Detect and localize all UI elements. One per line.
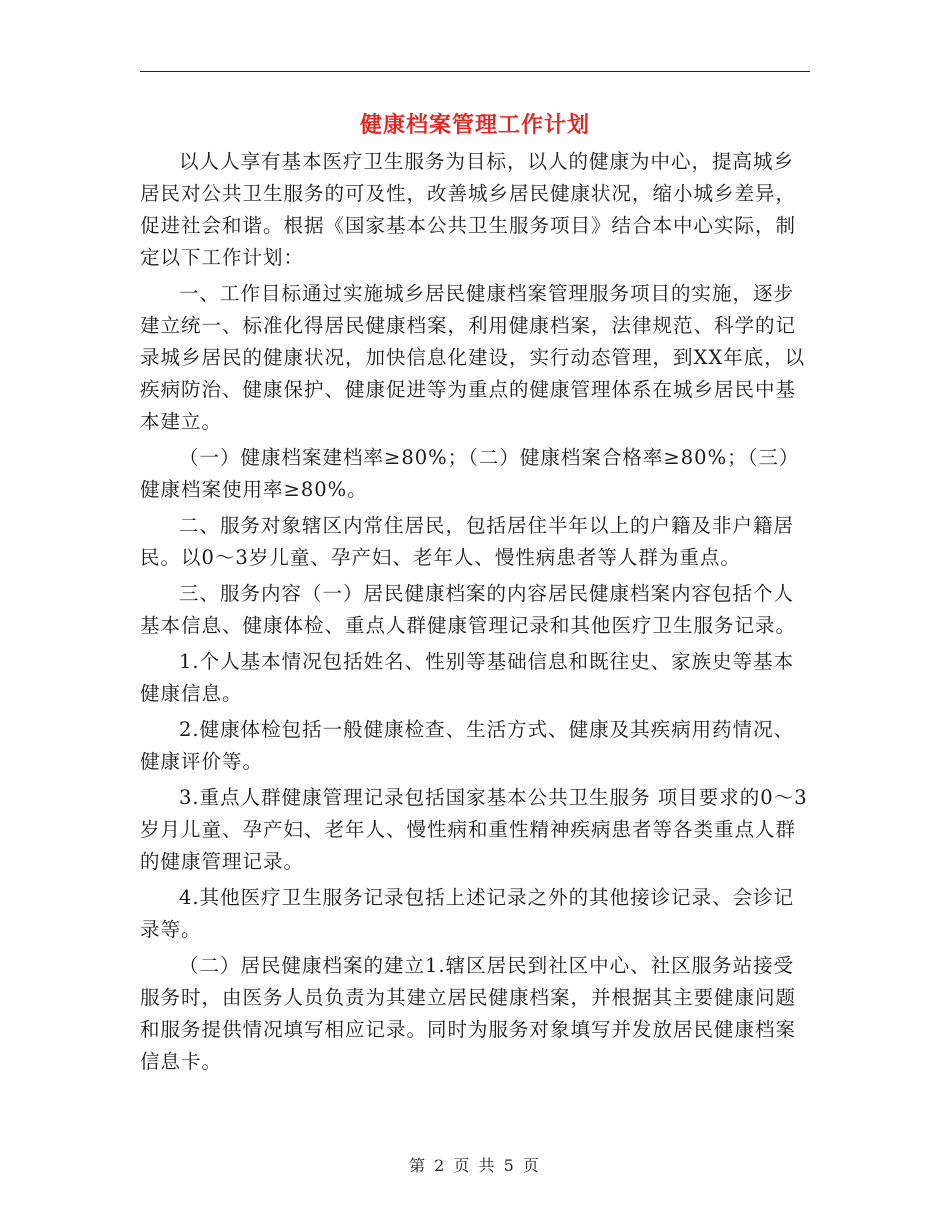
paragraph-item-1: 1.个人基本情况包括姓名、性别等基础信息和既往史、家族史等基本健康信息。 [140,650,795,705]
header-rule [140,71,810,72]
paragraph-service-targets: 二、服务对象辖区内常住居民，包括居住半年以上的户籍及非户籍居民。以0～3岁儿童、孕产妇、老年人、慢性病患者等人群为重点。 [140,514,795,569]
paragraph-item-2: 2.健康体检包括一般健康检查、生活方式、健康及其疾病用药情况、健康评价等。 [140,718,795,773]
document-body [140,146,810,1078]
paragraph-targets: （一）健康档案建档率≥80%；（二）健康档案合格率≥80%；（三）健康档案使用率≥80%。 [140,446,800,501]
paragraph-goals: 一、工作目标通过实施城乡居民健康档案管理服务项目的实施，逐步建立统一、标准化得居民健康档案，利用健康档案，法律规范、科学的记录城乡居民的健康状况，加快信息化建设，实行动态管理，到XX年底，以疾病防治、健康保护、健康促进等为重点的健康管理体系在城乡居民中基本建立。 [140,282,806,433]
page-number: 第 2 页 共 5 页 [409,1156,541,1175]
paragraph-item-4: 4.其他医疗卫生服务记录包括上述记录之外的其他接诊记录、会诊记录等。 [140,886,795,941]
paragraph-establishment: （二）居民健康档案的建立1.辖区居民到社区中心、社区服务站接受服务时，由医务人员负责为其建立居民健康档案，并根据其主要健康问题和服务提供情况填写相应记录。同时为服务对象填写并发放居民健康档案信息卡。 [140,954,797,1073]
paragraph-service-content: 三、服务内容（一）居民健康档案的内容居民健康档案内容包括个人基本信息、健康体检、重点人群健康管理记录和其他医疗卫生服务记录。 [140,582,797,637]
document-title: 健康档案管理工作计划 [359,113,590,138]
paragraph-intro: 以人人享有基本医疗卫生服务为目标，以人的健康为中心，提高城乡居民对公共卫生服务的可及性，改善城乡居民健康状况，缩小城乡差异，促进社会和谐。根据《国家基本公共卫生服务项目》结合本中心实际，制定以下工作计划： [140,150,797,269]
paragraph-item-3: 3.重点人群健康管理记录包括国家基本公共卫生服务 项目要求的0～3岁月儿童、孕产妇、老年人、慢性病和重性精神疾病患者等各类重点人群的健康管理记录。 [140,786,808,873]
